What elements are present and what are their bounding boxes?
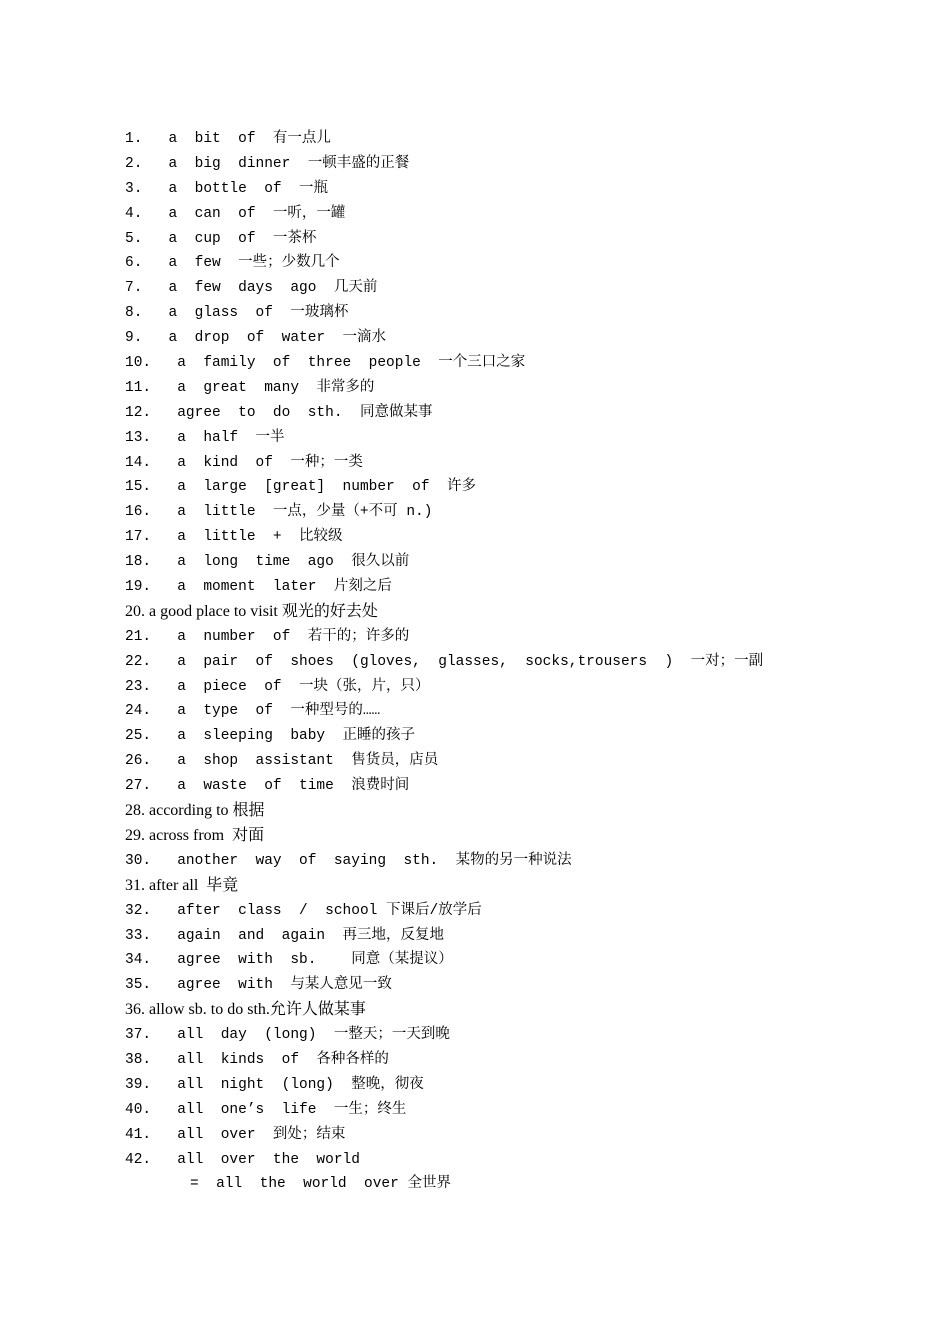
phrase-line: 39. all night (long) 整晚，彻夜	[125, 1076, 424, 1093]
phrase-line: 41. all over 到处；结束	[125, 1126, 346, 1143]
phrase-list	[125, 127, 825, 1197]
phrase-line: 10. a family of three people 一个三口之家	[125, 355, 526, 372]
phrase-line: 24. a type of 一种型号的……	[125, 703, 381, 720]
phrase-line: 7. a few days ago 几天前	[125, 280, 378, 297]
phrase-line: 20. a good place to visit 观光的好去处	[125, 602, 378, 620]
phrase-line: 28. according to 根据	[125, 802, 265, 820]
phrase-line: 35. agree with 与某人意见一致	[125, 977, 392, 994]
phrase-line: 17. a little + 比较级	[125, 529, 343, 546]
phrase-line: 27. a waste of time 浪费时间	[125, 778, 410, 795]
phrase-line: 30. another way of saying sth. 某物的另一种说法	[125, 852, 572, 869]
phrase-line: 21. a number of 若干的；许多的	[125, 628, 410, 645]
phrase-line: 34. agree with sb. 同意（某提议）	[125, 952, 453, 969]
phrase-line: 9. a drop of water 一滴水	[125, 330, 387, 347]
phrase-line: 22. a pair of shoes (gloves, glasses, socks,trousers ) 一对；一副	[125, 653, 764, 670]
phrase-line: 31. after all 毕竟	[125, 876, 239, 894]
phrase-line: 8. a glass of 一玻璃杯	[125, 305, 349, 322]
phrase-continuation-line: = all the world over 全世界	[190, 1176, 452, 1193]
phrase-line: 13. a half 一半	[125, 429, 285, 446]
phrase-line: 32. after class / school 下课后/放学后	[125, 902, 482, 919]
phrase-line: 29. across from 对面	[125, 826, 265, 844]
phrase-line: 42. all over the world	[125, 1151, 360, 1168]
phrase-line: 15. a large [great] number of 许多	[125, 479, 476, 496]
phrase-line: 2. a big dinner 一顿丰盛的正餐	[125, 155, 410, 172]
phrase-line: 38. all kinds of 各种各样的	[125, 1051, 389, 1068]
phrase-line: 25. a sleeping baby 正睡的孩子	[125, 728, 416, 745]
phrase-line: 26. a shop assistant 售货员，店员	[125, 753, 439, 770]
phrase-line: 16. a little 一点，少量（+不可 n.)	[125, 504, 433, 521]
phrase-line: 14. a kind of 一种；一类	[125, 454, 363, 471]
phrase-line: 19. a moment later 片刻之后	[125, 579, 392, 596]
phrase-line: 3. a bottle of 一瓶	[125, 180, 329, 197]
phrase-line: 40. all one’s life 一生；终生	[125, 1101, 407, 1118]
phrase-line: 5. a cup of 一茶杯	[125, 230, 317, 247]
phrase-line: 4. a can of 一听，一罐	[125, 205, 346, 222]
phrase-line: 11. a great many 非常多的	[125, 379, 375, 396]
phrase-line: 6. a few 一些；少数几个	[125, 255, 340, 272]
phrase-line: 36. allow sb. to do sth.允许人做某事	[125, 1001, 366, 1019]
phrase-line: 33. again and again 再三地，反复地	[125, 927, 445, 944]
phrase-line: 18. a long time ago 很久以前	[125, 554, 410, 571]
phrase-line: 23. a piece of 一块（张，片，只）	[125, 678, 430, 695]
phrase-line: 1. a bit of 有一点儿	[125, 131, 331, 147]
phrase-line: 12. agree to do sth. 同意做某事	[125, 404, 433, 421]
phrase-line: 37. all day (long) 一整天；一天到晚	[125, 1027, 450, 1044]
